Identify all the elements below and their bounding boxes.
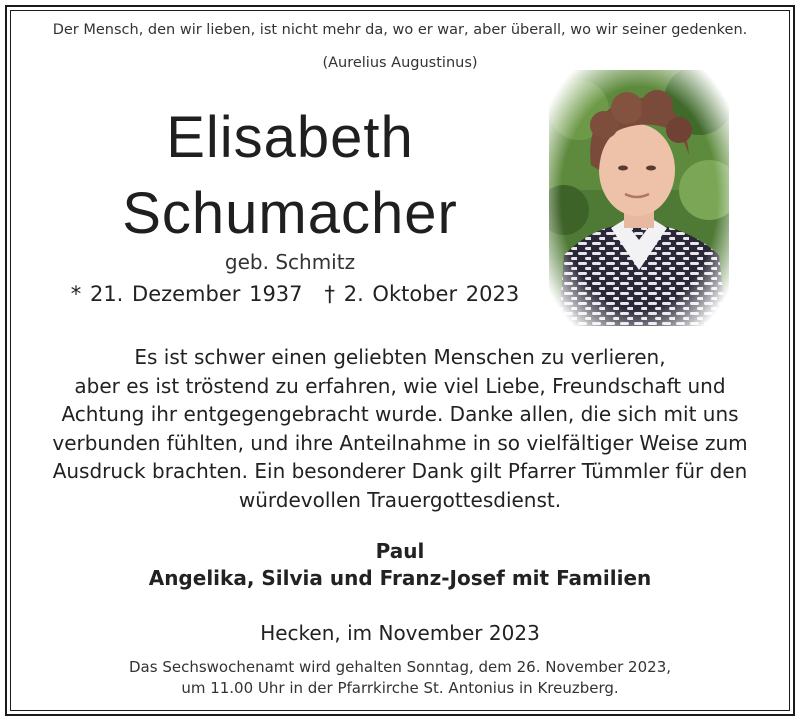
portrait-photo: [549, 70, 729, 326]
quote-text: Der Mensch, den wir lieben, ist nicht mehr da, wo er war, aber überall, wo wir seiner gedenken.: [52, 22, 748, 38]
message-line: aber es ist tröstend zu erfahren, wie viel Liebe, Freundschaft und: [74, 373, 726, 398]
deceased-first-name: Elisabeth: [166, 105, 414, 170]
signatory-family: Angelika, Silvia und Franz-Josef mit Familien: [148, 566, 652, 590]
message-line: würdevollen Trauergottesdienst.: [238, 487, 562, 512]
message-line: Achtung ihr entgegengebracht wurde. Danke allen, die sich mit uns: [61, 402, 739, 426]
thank-you-message: [30, 343, 770, 514]
deceased-last-name: Schumacher: [122, 181, 458, 246]
service-note-line: um 11.00 Uhr in der Pfarrkirche St. Antonius in Kreuzberg.: [181, 679, 619, 697]
signatory-primary: Paul: [375, 539, 425, 563]
service-note-line: Das Sechswochenamt wird gehalten Sonntag, dem 26. November 2023,: [129, 658, 671, 676]
place-date: Hecken, im November 2023: [260, 621, 540, 645]
birth-date: * 21. Dezember 1937: [70, 282, 303, 306]
born-name: geb. Schmitz: [224, 250, 356, 274]
death-date: † 2. Oktober 2023: [324, 282, 520, 306]
message-line: verbunden fühlten, und ihre Anteilnahme in so vielfältiger Weise zum: [52, 430, 748, 455]
quote-author: (Aurelius Augustinus): [322, 55, 478, 71]
life-dates: [70, 282, 520, 306]
message-line: Es ist schwer einen geliebten Menschen zu verlieren,: [134, 345, 666, 369]
service-note: [0, 657, 800, 699]
message-line: Ausdruck brachten. Ein besonderer Dank gilt Pfarrer Tümmler für den: [52, 459, 748, 483]
